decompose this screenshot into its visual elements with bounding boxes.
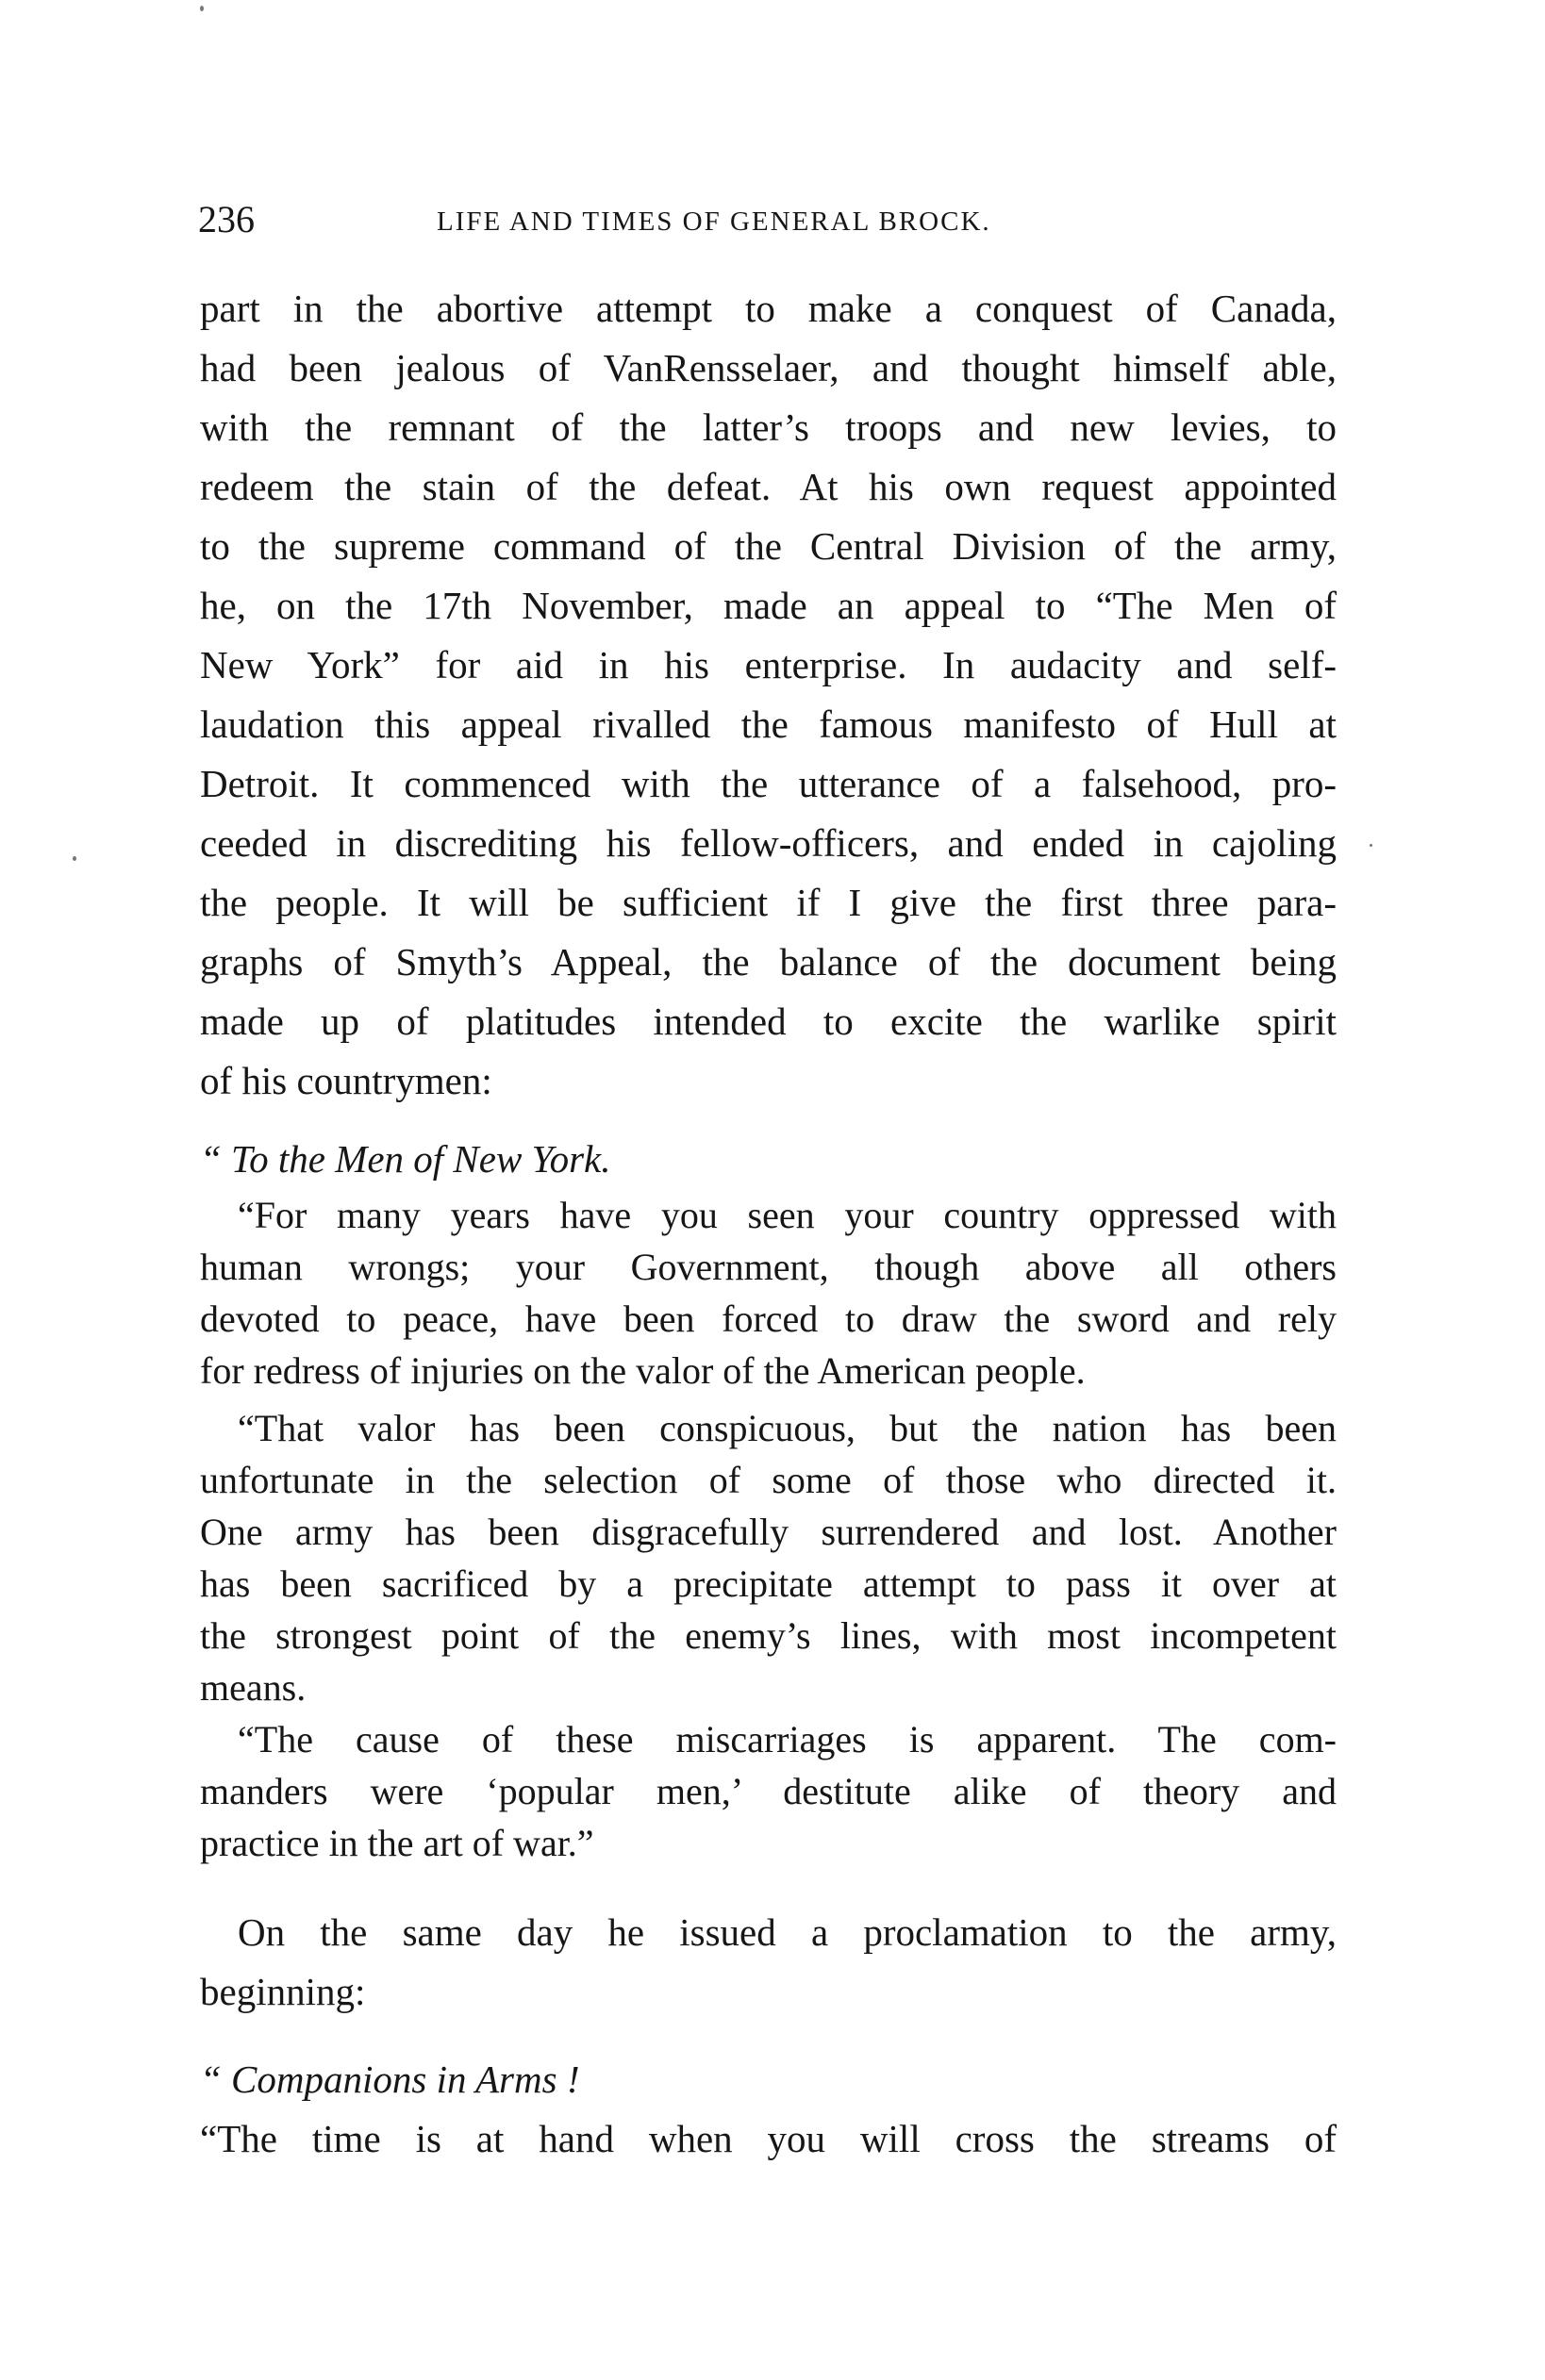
running-head: LIFE AND TIMES OF GENERAL BROCK.	[437, 207, 991, 237]
text-line: graphs of Smyth’s Appeal, the balance of the document being	[200, 940, 1337, 983]
text-line: On the same day he issued a proclamation to the army,	[238, 1910, 1337, 1954]
quote-heading: “ To the Men of New York.	[200, 1137, 611, 1181]
quote-line: manders were ‘popular men,’ destitute alike of theory and	[200, 1770, 1337, 1812]
quote-line: means.	[200, 1666, 307, 1709]
quote-line: for redress of injuries on the valor of the American people.	[200, 1349, 1086, 1392]
quote-line: “The cause of these miscarriages is apparent. The com-	[238, 1718, 1337, 1760]
text-line: of his countrymen:	[200, 1059, 492, 1102]
quote-line: human wrongs; your Government, though above all others	[200, 1246, 1337, 1288]
text-line: made up of platitudes intended to excite the warlike spirit	[200, 1000, 1337, 1043]
text-line: ceeded in discrediting his fellow-officers, and ended in cajoling	[200, 821, 1337, 865]
scan-speck-left	[73, 856, 76, 861]
text-line: New York” for aid in his enterprise. In audacity and self-	[200, 643, 1337, 686]
text-line: had been jealous of VanRensselaer, and thought himself able,	[200, 346, 1337, 389]
text-line: the people. It will be sufficient if I give the first three para-	[200, 881, 1337, 924]
text-line: beginning:	[200, 1970, 366, 2013]
text-line: part in the abortive attempt to make a conquest of Canada,	[200, 287, 1337, 330]
proclamation-line: “The time is at hand when you will cross the streams of	[200, 2117, 1337, 2160]
quote-paragraph-1	[200, 1189, 1337, 1397]
text-line: to the supreme command of the Central Division of the army,	[200, 524, 1337, 568]
body-text	[200, 279, 1337, 2169]
paragraph-2	[200, 1903, 1337, 2022]
scan-speck-top	[200, 6, 204, 11]
quote-paragraph-3	[200, 1713, 1337, 1869]
page-number: 236	[198, 198, 255, 240]
quote-line: “That valor has been conspicuous, but the nation has been	[238, 1407, 1337, 1449]
text-line: laudation this appeal rivalled the famous manifesto of Hull at	[200, 702, 1337, 746]
page-header	[198, 196, 1330, 243]
text-line: redeem the stain of the defeat. At his own request appointed	[200, 465, 1337, 508]
quote-line: has been sacrificed by a precipitate attempt to pass it over at	[200, 1562, 1337, 1605]
quote-line: One army has been disgracefully surrendered and lost. Another	[200, 1511, 1337, 1553]
proclamation-heading: “ Companions in Arms !	[200, 2058, 580, 2101]
quote-line: devoted to peace, have been forced to draw the sword and rely	[200, 1297, 1337, 1340]
quote-line: “For many years have you seen your country oppressed with	[238, 1194, 1337, 1236]
scan-speck-right	[1370, 844, 1372, 847]
text-line: with the remnant of the latter’s troops and new levies, to	[200, 405, 1337, 449]
paragraph-1	[200, 279, 1337, 1111]
quote-paragraph-2	[200, 1402, 1337, 1713]
text-line: Detroit. It commenced with the utterance of a falsehood, pro-	[200, 762, 1337, 805]
quote-line: the strongest point of the enemy’s lines, with most incompetent	[200, 1614, 1337, 1657]
text-line: he, on the 17th November, made an appeal to “The Men of	[200, 584, 1337, 627]
quote-line: unfortunate in the selection of some of those who directed it.	[200, 1459, 1337, 1501]
quote-line: practice in the art of war.”	[200, 1822, 594, 1864]
